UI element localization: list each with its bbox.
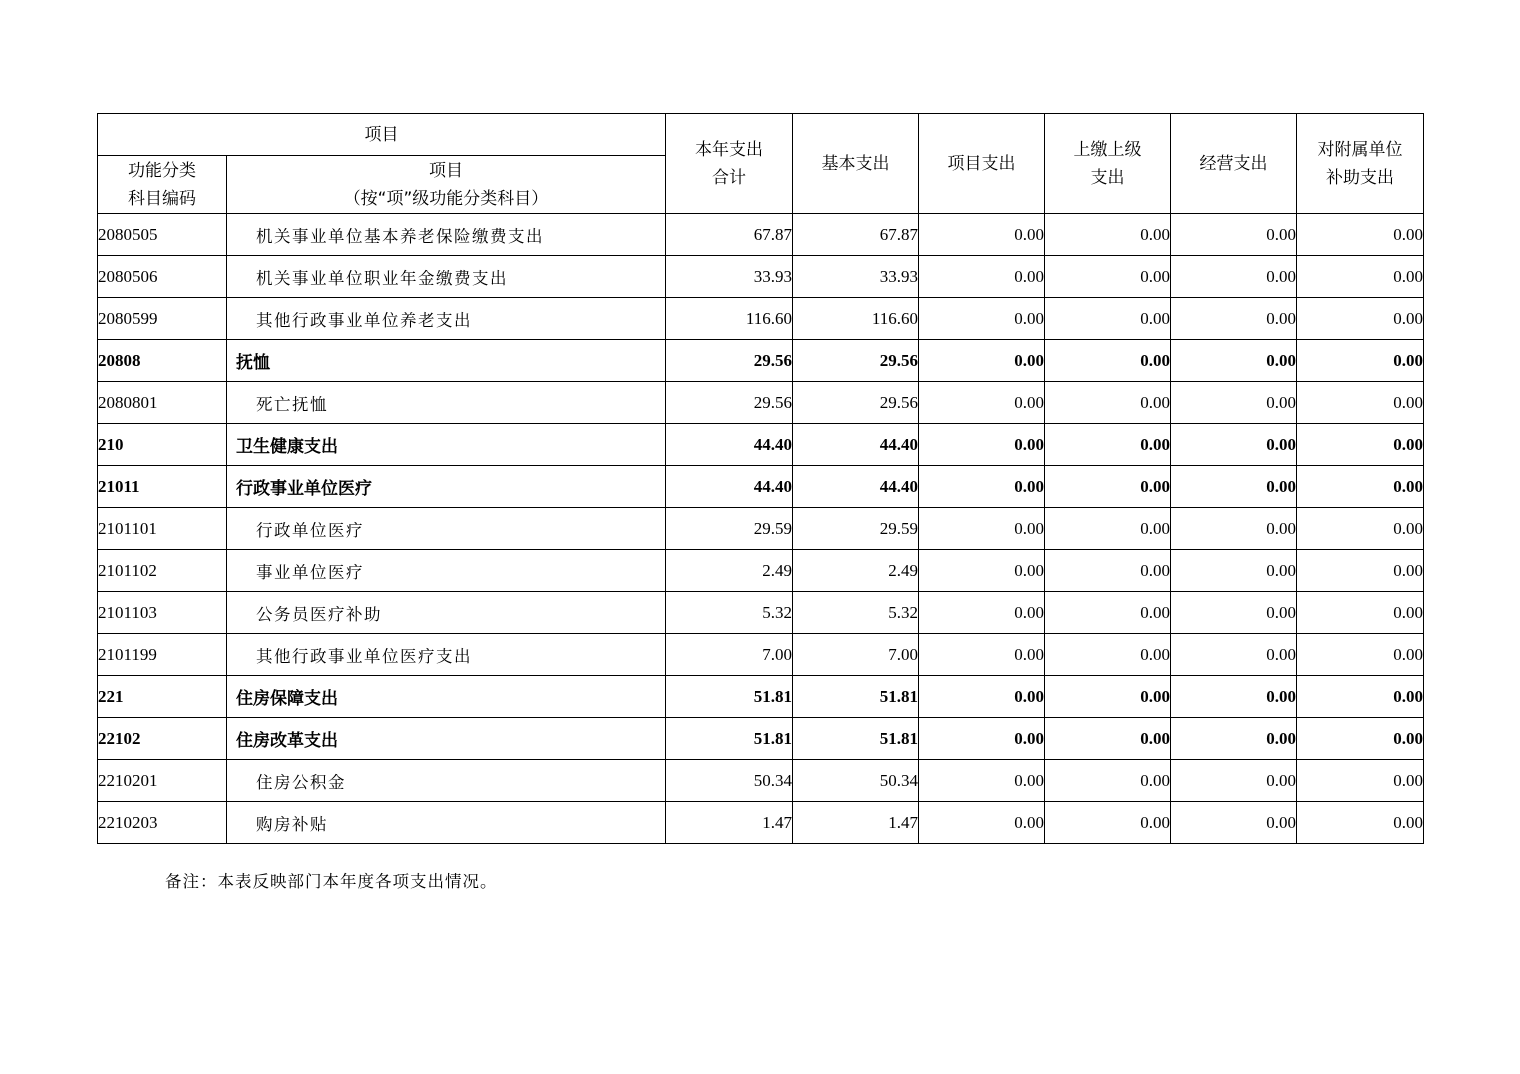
cell-project: 0.00 — [919, 634, 1045, 676]
cell-basic: 5.32 — [793, 592, 919, 634]
cell-operating: 0.00 — [1171, 298, 1297, 340]
cell-code: 210 — [98, 424, 227, 466]
cell-subsidy: 0.00 — [1297, 802, 1424, 844]
cell-code: 21011 — [98, 466, 227, 508]
cell-total: 29.56 — [666, 382, 793, 424]
cell-name: 死亡抚恤 — [227, 382, 666, 424]
cell-remit: 0.00 — [1045, 424, 1171, 466]
cell-subsidy: 0.00 — [1297, 592, 1424, 634]
table-row — [98, 550, 1424, 592]
cell-basic: 29.56 — [793, 340, 919, 382]
table-row — [98, 676, 1424, 718]
cell-subsidy: 0.00 — [1297, 508, 1424, 550]
cell-operating: 0.00 — [1171, 256, 1297, 298]
cell-code: 2101102 — [98, 550, 227, 592]
cell-subsidy: 0.00 — [1297, 718, 1424, 760]
cell-project: 0.00 — [919, 760, 1045, 802]
cell-subsidy: 0.00 — [1297, 550, 1424, 592]
cell-operating: 0.00 — [1171, 508, 1297, 550]
cell-operating: 0.00 — [1171, 802, 1297, 844]
cell-operating: 0.00 — [1171, 424, 1297, 466]
cell-name: 住房改革支出 — [227, 718, 666, 760]
cell-subsidy: 0.00 — [1297, 424, 1424, 466]
cell-basic: 51.81 — [793, 718, 919, 760]
cell-remit: 0.00 — [1045, 760, 1171, 802]
expenditure-table — [97, 113, 1424, 844]
header-remit: 上缴上级 支出 — [1045, 114, 1171, 214]
cell-remit: 0.00 — [1045, 718, 1171, 760]
cell-basic: 116.60 — [793, 298, 919, 340]
cell-subsidy: 0.00 — [1297, 298, 1424, 340]
cell-project: 0.00 — [919, 676, 1045, 718]
cell-total: 2.49 — [666, 550, 793, 592]
cell-subsidy: 0.00 — [1297, 634, 1424, 676]
cell-basic: 67.87 — [793, 214, 919, 256]
cell-code: 2101199 — [98, 634, 227, 676]
cell-code: 2080801 — [98, 382, 227, 424]
cell-code: 2080599 — [98, 298, 227, 340]
table-row — [98, 508, 1424, 550]
cell-subsidy: 0.00 — [1297, 466, 1424, 508]
cell-name: 行政单位医疗 — [227, 508, 666, 550]
table-row — [98, 466, 1424, 508]
footnote: 备注：本表反映部门本年度各项支出情况。 — [165, 872, 498, 891]
table-row — [98, 760, 1424, 802]
cell-code: 2080506 — [98, 256, 227, 298]
cell-operating: 0.00 — [1171, 382, 1297, 424]
table-row — [98, 634, 1424, 676]
cell-code: 2080505 — [98, 214, 227, 256]
cell-operating: 0.00 — [1171, 760, 1297, 802]
cell-project: 0.00 — [919, 466, 1045, 508]
cell-basic: 29.56 — [793, 382, 919, 424]
cell-remit: 0.00 — [1045, 214, 1171, 256]
cell-project: 0.00 — [919, 298, 1045, 340]
header-name: 项目 （按“项”级功能分类科目） — [227, 156, 666, 214]
table-row — [98, 802, 1424, 844]
cell-operating: 0.00 — [1171, 466, 1297, 508]
table-row — [98, 718, 1424, 760]
cell-name: 机关事业单位职业年金缴费支出 — [227, 256, 666, 298]
table-row — [98, 592, 1424, 634]
table-body — [98, 214, 1424, 844]
cell-basic: 44.40 — [793, 424, 919, 466]
cell-project: 0.00 — [919, 214, 1045, 256]
cell-basic: 44.40 — [793, 466, 919, 508]
cell-total: 33.93 — [666, 256, 793, 298]
cell-code: 2101101 — [98, 508, 227, 550]
cell-project: 0.00 — [919, 592, 1045, 634]
cell-project: 0.00 — [919, 382, 1045, 424]
cell-name: 机关事业单位基本养老保险缴费支出 — [227, 214, 666, 256]
cell-name: 公务员医疗补助 — [227, 592, 666, 634]
cell-operating: 0.00 — [1171, 340, 1297, 382]
cell-basic: 50.34 — [793, 760, 919, 802]
cell-code: 20808 — [98, 340, 227, 382]
cell-name: 住房公积金 — [227, 760, 666, 802]
cell-remit: 0.00 — [1045, 466, 1171, 508]
header-subsidy: 对附属单位 补助支出 — [1297, 114, 1424, 214]
cell-code: 22102 — [98, 718, 227, 760]
table-row — [98, 382, 1424, 424]
cell-total: 67.87 — [666, 214, 793, 256]
cell-total: 51.81 — [666, 718, 793, 760]
cell-code: 2101103 — [98, 592, 227, 634]
header-item-group: 项目 — [98, 114, 666, 156]
cell-operating: 0.00 — [1171, 214, 1297, 256]
cell-remit: 0.00 — [1045, 508, 1171, 550]
header-code: 功能分类 科目编码 — [98, 156, 227, 214]
cell-total: 50.34 — [666, 760, 793, 802]
cell-operating: 0.00 — [1171, 718, 1297, 760]
cell-basic: 51.81 — [793, 676, 919, 718]
cell-remit: 0.00 — [1045, 256, 1171, 298]
cell-name: 其他行政事业单位医疗支出 — [227, 634, 666, 676]
table-row — [98, 214, 1424, 256]
cell-total: 44.40 — [666, 466, 793, 508]
cell-project: 0.00 — [919, 550, 1045, 592]
cell-remit: 0.00 — [1045, 382, 1171, 424]
cell-total: 116.60 — [666, 298, 793, 340]
cell-total: 5.32 — [666, 592, 793, 634]
cell-remit: 0.00 — [1045, 550, 1171, 592]
cell-code: 221 — [98, 676, 227, 718]
cell-subsidy: 0.00 — [1297, 214, 1424, 256]
cell-basic: 7.00 — [793, 634, 919, 676]
cell-subsidy: 0.00 — [1297, 676, 1424, 718]
cell-name: 其他行政事业单位养老支出 — [227, 298, 666, 340]
cell-subsidy: 0.00 — [1297, 340, 1424, 382]
cell-code: 2210201 — [98, 760, 227, 802]
table-row — [98, 424, 1424, 466]
table-row — [98, 298, 1424, 340]
cell-basic: 1.47 — [793, 802, 919, 844]
cell-basic: 2.49 — [793, 550, 919, 592]
cell-project: 0.00 — [919, 718, 1045, 760]
cell-name: 行政事业单位医疗 — [227, 466, 666, 508]
header-total: 本年支出 合计 — [666, 114, 793, 214]
cell-name: 住房保障支出 — [227, 676, 666, 718]
cell-name: 购房补贴 — [227, 802, 666, 844]
cell-operating: 0.00 — [1171, 592, 1297, 634]
cell-subsidy: 0.00 — [1297, 760, 1424, 802]
cell-total: 51.81 — [666, 676, 793, 718]
cell-name: 卫生健康支出 — [227, 424, 666, 466]
cell-code: 2210203 — [98, 802, 227, 844]
cell-remit: 0.00 — [1045, 676, 1171, 718]
cell-remit: 0.00 — [1045, 802, 1171, 844]
cell-basic: 29.59 — [793, 508, 919, 550]
cell-total: 44.40 — [666, 424, 793, 466]
cell-project: 0.00 — [919, 802, 1045, 844]
table-header — [98, 114, 1424, 214]
cell-subsidy: 0.00 — [1297, 256, 1424, 298]
cell-subsidy: 0.00 — [1297, 382, 1424, 424]
cell-operating: 0.00 — [1171, 550, 1297, 592]
table-row — [98, 256, 1424, 298]
cell-total: 1.47 — [666, 802, 793, 844]
cell-total: 7.00 — [666, 634, 793, 676]
cell-name: 抚恤 — [227, 340, 666, 382]
header-operating: 经营支出 — [1171, 114, 1297, 214]
header-basic: 基本支出 — [793, 114, 919, 214]
cell-basic: 33.93 — [793, 256, 919, 298]
cell-remit: 0.00 — [1045, 298, 1171, 340]
table-row — [98, 340, 1424, 382]
cell-project: 0.00 — [919, 340, 1045, 382]
cell-operating: 0.00 — [1171, 676, 1297, 718]
cell-project: 0.00 — [919, 256, 1045, 298]
cell-remit: 0.00 — [1045, 340, 1171, 382]
cell-project: 0.00 — [919, 508, 1045, 550]
cell-remit: 0.00 — [1045, 592, 1171, 634]
cell-operating: 0.00 — [1171, 634, 1297, 676]
cell-total: 29.59 — [666, 508, 793, 550]
cell-total: 29.56 — [666, 340, 793, 382]
header-project: 项目支出 — [919, 114, 1045, 214]
cell-project: 0.00 — [919, 424, 1045, 466]
cell-remit: 0.00 — [1045, 634, 1171, 676]
cell-name: 事业单位医疗 — [227, 550, 666, 592]
